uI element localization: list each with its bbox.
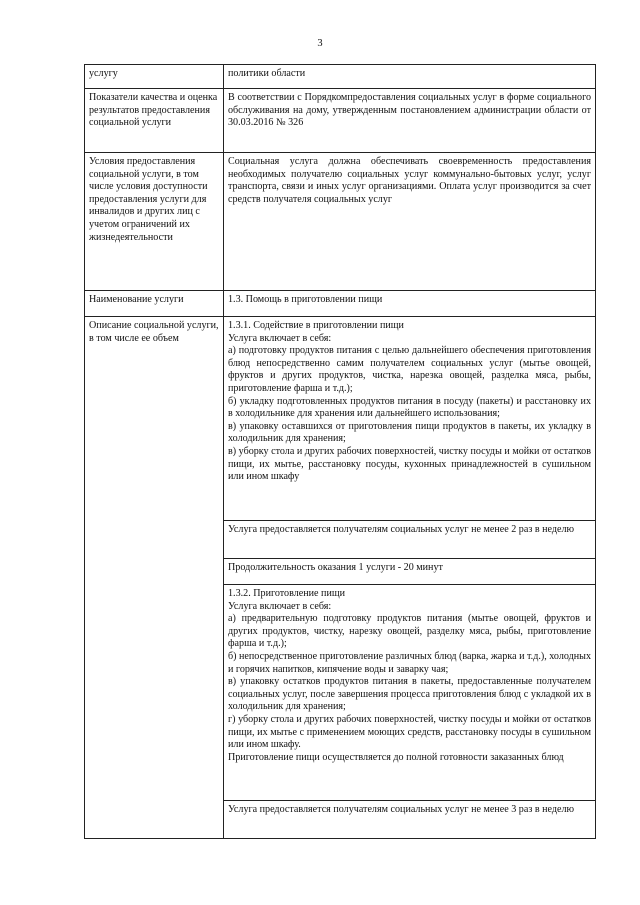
subservice-intro: Услуга включает в себя: bbox=[228, 332, 332, 344]
subservice-block-1 bbox=[224, 317, 596, 521]
list-item: а) подготовку продуктов питания с целью дальнейшего обеспечения приготовления блюд непосредственно самим получателем социальных услуг (мытье овощей, фруктов и других продуктов, чистка, нарезка овощей, разделка мяса, рыбы, приготовление фарша и т.д.); bbox=[228, 345, 591, 394]
frequency-text: Услуга предоставляется получателям социальных услуг не менее 3 раз в неделю bbox=[224, 801, 596, 839]
row-value: Социальная услуга должна обеспечивать своевременность предоставления необходимых получателю социальных услуг коммунально-бытовых услуг, услуг транспорта, связи и иных услуг организациями. Оплата услуг производится за счет средств получателя социальных услуг bbox=[224, 153, 596, 291]
list-item: б) непосредственное приготовление различных блюд (варка, жарка и т.д.), холодных и горячих напитков, кипячение воды и заварку чая; bbox=[228, 650, 591, 675]
frequency-text: Услуга предоставляется получателям социальных услуг не менее 2 раз в неделю bbox=[224, 521, 596, 559]
row-label: Условия предоставления социальной услуги, в том числе условия доступности предоставления услуги для инвалидов и других лиц с учетом ограничений их жизнедеятельности bbox=[85, 153, 224, 291]
row-label: услугу bbox=[85, 65, 224, 89]
table-row bbox=[85, 65, 596, 89]
service-table bbox=[84, 64, 596, 839]
subservice-heading: 1.3.1. Содействие в приготовлении пищи bbox=[228, 320, 404, 331]
list-item: б) укладку подготовленных продуктов питания в посуду (пакеты) и расстановку их в холодильнике для хранения или дальнейшего использования; bbox=[228, 395, 591, 420]
duration-text: Продолжительность оказания 1 услуги - 20 минут bbox=[224, 559, 596, 585]
subservice-heading: 1.3.2. Приготовление пищи bbox=[228, 588, 346, 599]
page-number: 3 bbox=[317, 38, 323, 49]
table-row bbox=[85, 153, 596, 291]
list-item: г) уборку стола и других рабочих поверхностей, чистку посуды и мойки от остатков пищи, их мытье с применением моющих средств, расстановку посуды в сушильном или ином шкафу. bbox=[228, 713, 591, 751]
list-item: в) упаковку остатков продуктов питания в пакеты, предоставленные получателем социальных услуг, после завершения процесса приготовления блюд с укладкой их в холодильник для хранения; bbox=[228, 676, 591, 713]
list-item: Приготовление пищи осуществляется до полной готовности заказанных блюд bbox=[228, 751, 564, 763]
row-value: политики области bbox=[224, 65, 596, 89]
table-row bbox=[85, 89, 596, 153]
row-value: 1.3. Помощь в приготовлении пищи bbox=[224, 291, 596, 317]
row-value: В соответствии с Порядкомпредоставления социальных услуг в форме социального обслуживания на дому, утвержденным постановлением администрации области от 30.03.2016 № 326 bbox=[224, 89, 596, 153]
row-label: Показатели качества и оценка результатов предоставления социальной услуги bbox=[85, 89, 224, 153]
subservice-block-2 bbox=[224, 585, 596, 801]
table-row bbox=[85, 317, 596, 521]
subservice-intro: Услуга включает в себя: bbox=[228, 600, 332, 612]
list-item: в) уборку стола и других рабочих поверхностей, чистку посуды и мойки от остатков пищи, их мытье, расстановку посуды, кухонных принадлежностей в сушильном или ином шкафу bbox=[228, 445, 591, 483]
description-label: Описание социальной услуги, в том числе ее объем bbox=[85, 317, 224, 839]
list-item: в) упаковку оставшихся от приготовления пищи продуктов в пакеты, их укладку в холодильник для хранения; bbox=[228, 420, 591, 445]
list-item: а) предварительную подготовку продуктов питания (мытье овощей, фруктов и других продуктов, чистку, нарезку овощей, разделку мяса, рыбы, приготовление фарша и т.д.); bbox=[228, 613, 591, 650]
table-row bbox=[85, 291, 596, 317]
row-label: Наименование услуги bbox=[85, 291, 224, 317]
